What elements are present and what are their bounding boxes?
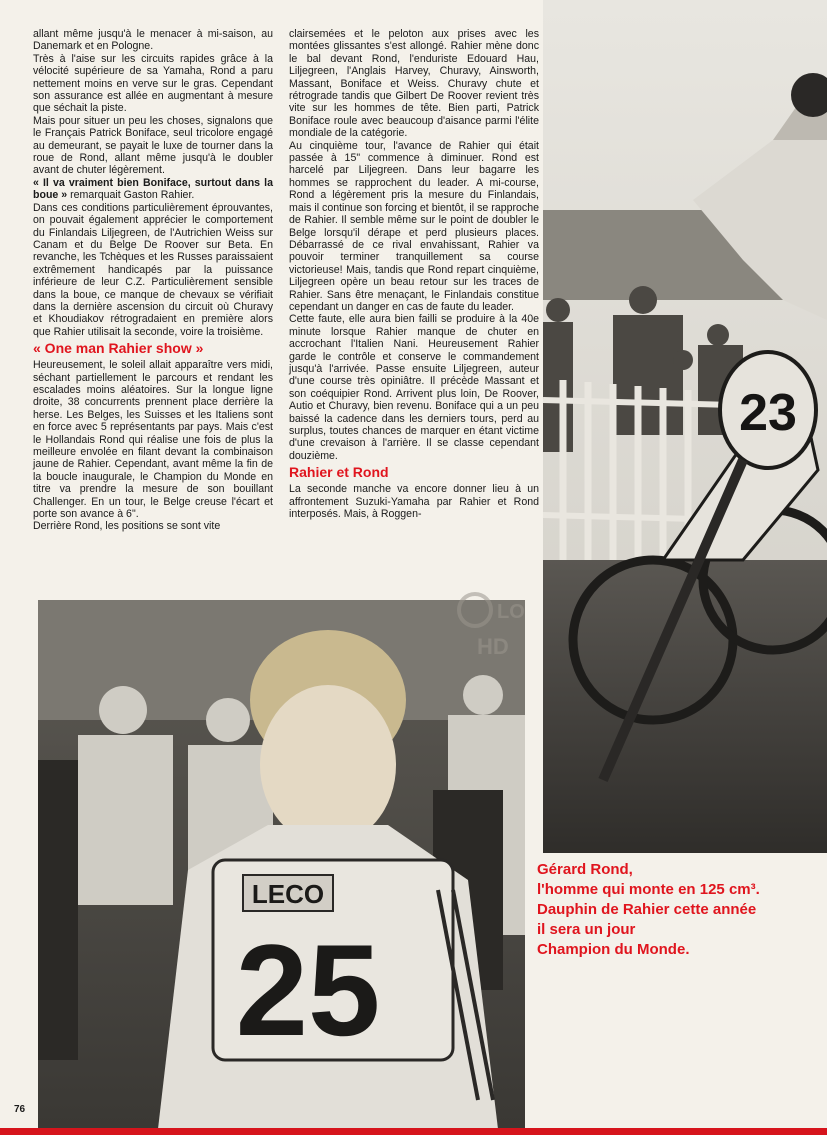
- quote: « Il va vraiment bien Boniface, surtout dans la boue »: [33, 176, 273, 202]
- quote-paragraph: [33, 177, 273, 202]
- caption-line: Dauphin de Rahier cette année: [537, 901, 757, 918]
- paragraph: allant même jusqu'à le menacer à mi-saison, au Danemark et en Pologne.: [33, 28, 273, 53]
- bottom-rule: [0, 1128, 827, 1135]
- article-column-middle: [289, 28, 539, 520]
- section-heading: Rahier et Rond: [289, 464, 389, 481]
- motocross-bike-number: 23: [739, 384, 797, 442]
- motocross-photo: [543, 0, 827, 853]
- watermark-logo: [455, 590, 525, 662]
- paragraph: clairsemées et le peloton aux prises avec les montées glissantes s'est allongé. Rahier mène donc le bal devant Rond, l'enduriste Edouard Hau, Liljegreen, l'Anglais Harvey, Churavy, Ainsworth, Massant, Boniface et Weiss. Churavy chute et rétrograde tandis que Gilbert De Roover revient très vite sur les hommes de tête. Bien parti, Patrick Boniface roule avec beaucoup d'aisance parmi l'élite mondiale de la catégorie.: [289, 28, 539, 140]
- page-number: 76: [14, 1104, 26, 1115]
- quote-attribution: remarquait Gaston Rahier.: [67, 189, 195, 202]
- paragraph: La seconde manche va encore donner lieu à un affrontement Suzuki-Yamaha par Rahier et Rond interposés. Mais, à Roggen-: [289, 483, 539, 521]
- watermark-text-bottom: HD: [477, 634, 509, 659]
- section-heading: « One man Rahier show »: [33, 340, 204, 357]
- caption-line: Gérard Rond,: [537, 861, 633, 878]
- paragraph: Derrière Rond, les positions se sont vite: [33, 520, 221, 533]
- watermark-text-top: LO: [497, 601, 525, 623]
- caption-line: l'homme qui monte en 125 cm³.: [537, 881, 760, 898]
- caption-line: il sera un jour: [537, 921, 636, 938]
- rider-number: 25: [235, 917, 381, 1063]
- paragraph: Cette faute, elle aura bien failli se produire à la 40e minute lorsque Rahier manque de chuter en accrochant l'Italien Nani. Heureusement Rahier garde le contrôle et conserve le commandement jusqu'à l'arrivée. Passe ensuite Liljegreen, auteur d'une course très opiniâtre. Il précède Massant et son coéquipier Rond. Arrivent plus loin, De Roover, Autio et Churavy, bien revenu. Boniface qui a un peu baissé la cadence dans les derniers tours, perd au surplus, toutes chances de marquer en étant victime d'une crevaison à l'arrière. Il se classe cependant douzième.: [289, 313, 539, 462]
- paragraph: Heureusement, le soleil allait apparaître vers midi, séchant partiellement le parcours et rendant les escalades moins aléatoires. Sur la longue ligne droite, 38 concurrents prennent place derrière la herse. Les Belges, les Suisses et les Italiens sont en force avec 5 représentants par pays. Mais c'est le Hollandais Rond qui réalise une fois de plus la meilleure envolée en filant devant la combinaison jaune de Rahier. Cependant, avant même la fin de la boucle inaugurale, le Champion du Monde en titre va prendre la mesure de son bouillant Challenger. En un tour, le Belge creuse l'écart et porte son avance à 6".: [33, 359, 273, 521]
- paragraph: Dans ces conditions particulièrement éprouvantes, on pouvait également apprécier le comportement du Finlandais Liljegreen, de l'Autrichien Weiss sur Canam et du Belge De Roover sur Beta. En revanche, les Tchèques et les Russes paraissaient extrêmement handicapés par la puissance inférieure de leur C.Z. Particulièrement sensible dans la boue, ce manque de chevaux se vérifiait dans la dernière ascension du circuit où Churavy et Khoudiakov rétrogradaient en première alors que Rahier utilisait la seconde, voire la troisième.: [33, 201, 273, 338]
- photo-caption: [537, 860, 817, 960]
- paragraph: Au cinquième tour, l'avance de Rahier qui était passée à 15" commence à diminuer. Rond est harcelé par Liljegreen. Dans leur bagarre les hommes se rapprochent du leader. A mi-course, Rond a légèrement pris la mesure du Finlandais, mais il continue son forcing et bientôt, il se rapproche de Rahier. Il semble même sur le point de doubler le Belge lorsqu'il dérape et perd plusieurs places. Débarrassé de ce rival envahissant, Rahier va pouvoir terminer tranquillement sa course victorieuse! Mais, tandis que Rond repart cinquième, Liljegreen opère un beau retour sur les traces de Rahier. Sans être menaçant, le Finlandais constitue cependant un danger en cas de faute du leader.: [289, 139, 539, 313]
- paragraph: Très à l'aise sur les circuits rapides grâce à la vélocité supérieure de sa Yamaha, Rond a paru nettement moins en verve sur le gras. Cependant son assurance est allée en augmentant à mesure que séchait la piste.: [33, 52, 273, 115]
- rider-portrait-photo: [38, 600, 525, 1129]
- article-column-left: [33, 28, 273, 533]
- rider-chest-brand: LECO: [251, 879, 325, 909]
- paragraph: Mais pour situer un peu les choses, signalons que le Français Patrick Boniface, seul tricolore engagé au demeurant, se payait le luxe de tourner dans la roue de Rond, allant même jusqu'à le doubler avant de chuter légèrement.: [33, 114, 273, 177]
- caption-line: Champion du Monde.: [537, 941, 690, 958]
